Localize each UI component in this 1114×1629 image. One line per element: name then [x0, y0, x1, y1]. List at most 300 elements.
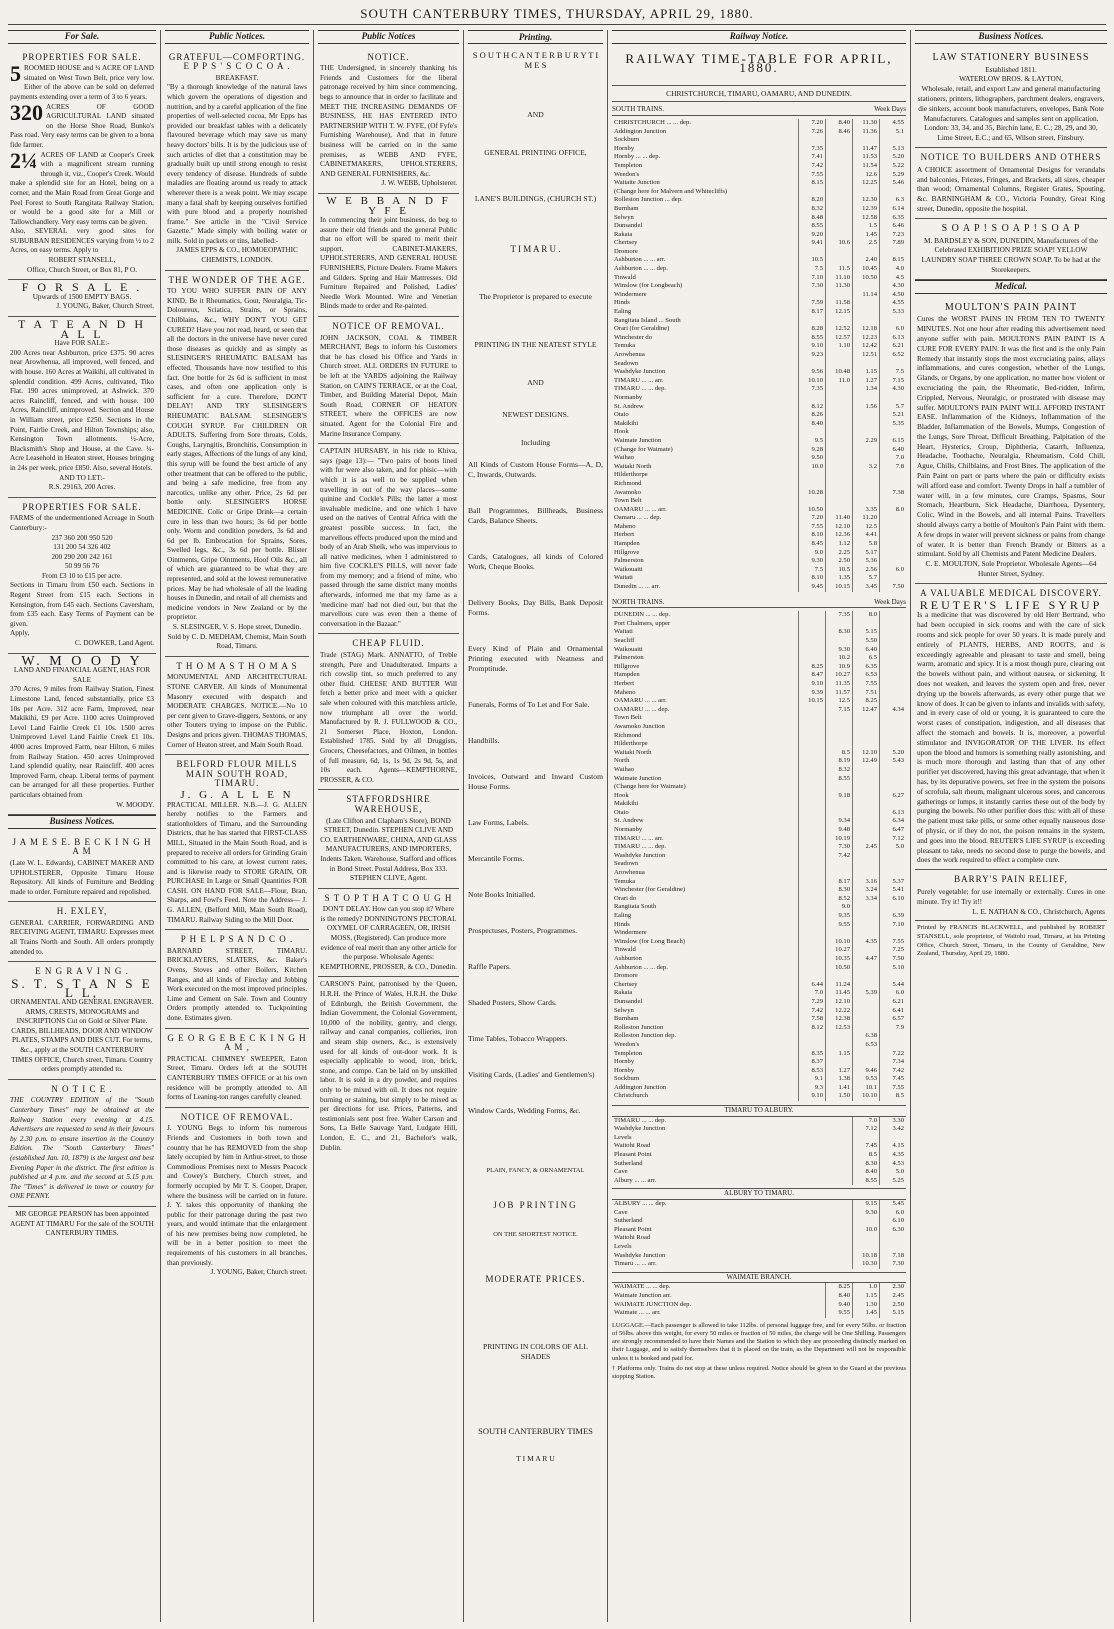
- departure-time: 1.0: [853, 1283, 880, 1292]
- timetable-row: [612, 903, 906, 912]
- departure-time: [853, 929, 880, 938]
- departure-time: 2.40: [853, 256, 880, 265]
- departure-time: 3.24: [853, 886, 880, 895]
- departure-time: [799, 471, 826, 480]
- timetable-row: [612, 886, 906, 895]
- departure-time: 8.20: [799, 196, 826, 205]
- week-days-label: Week Days: [874, 105, 906, 114]
- departure-time: [799, 188, 826, 197]
- advert-text: Apply,: [10, 629, 30, 638]
- departure-time: 12.53: [826, 1024, 853, 1033]
- departure-time: [799, 766, 826, 775]
- departure-time: 11.45: [826, 989, 853, 998]
- departure-time: 1.27: [826, 1067, 853, 1076]
- departure-time: 8.15: [799, 179, 826, 188]
- timetable-row: [612, 162, 906, 171]
- departure-time: [826, 205, 853, 214]
- departure-time: 5.22: [880, 162, 907, 171]
- departure-time: 7.42: [880, 1067, 907, 1076]
- station-name: TIMARU ... ... arr.: [614, 376, 664, 384]
- departure-time: [880, 723, 907, 732]
- departure-time: [853, 282, 880, 291]
- departure-time: 10.2: [826, 654, 853, 663]
- timetable-row: [612, 308, 906, 317]
- departure-time: 5.39: [853, 989, 880, 998]
- timetable-row: [612, 766, 906, 775]
- departure-time: 4.35: [880, 1151, 907, 1160]
- departure-time: 11.24: [826, 981, 853, 990]
- departure-time: [880, 540, 907, 549]
- advert-subtitle: Established 1811.: [985, 64, 1037, 74]
- timetable-row: [612, 1160, 906, 1169]
- advert-title: BELFORD FLOUR MILLS MAIN SOUTH ROAD, TIMARU.: [176, 759, 298, 789]
- departure-time: 10.15: [826, 583, 853, 592]
- advert-webb-notice: [318, 48, 459, 194]
- departure-time: 4.50: [880, 291, 907, 300]
- advert-text: CAPTAIN HURSABY, in his ride to Khiva, says (page 13):— "Two pairs of boots lined with fur were also taken, and for phisic—with which it is as well to be supplied when travelling in out of the way places—some quinine and Cockle's Pills; the latter a most invaluable medicine, and one which I have used on the natives of Central Africa with the greatest possible success. In fact, the marvellous effects produced upon the mind and body of an Arab Sheik, who was impervious to all native medicines, when I administered to him five COCKLE'S PILLS, will never fade from my memory; and a friend of mine, who passed through the same district many months afterwards, informed me that my fame as a 'medicine man' had not died out, but that the marvellous cure was even then a theme of conversation in the Bazaar.": [320, 447, 457, 628]
- departure-time: 8.30: [826, 628, 853, 637]
- departure-time: [826, 929, 853, 938]
- departure-time: 12.57: [826, 334, 853, 343]
- departure-time: 4.0: [880, 265, 907, 274]
- departure-time: [880, 471, 907, 480]
- advert-moultons: [915, 298, 1107, 584]
- advert-chimney-sweeper: [165, 1029, 309, 1108]
- departure-time: [853, 411, 880, 420]
- departure-time: 12.39: [853, 205, 880, 214]
- departure-time: 8.32: [799, 205, 826, 214]
- departure-time: [826, 256, 853, 265]
- departure-time: 4.47: [853, 955, 880, 964]
- departure-time: [853, 394, 880, 403]
- timetable-row: [612, 998, 906, 1007]
- departure-time: [826, 171, 853, 180]
- advert-signature: C. DOWKER, Land Agent.: [74, 639, 154, 648]
- printing-line: Time Tables, Tobacco Wrappers.: [468, 1034, 568, 1043]
- section-heading: Printing.: [468, 30, 603, 44]
- departure-time: [826, 403, 853, 412]
- departure-time: 5.1: [880, 128, 907, 137]
- departure-time: [826, 196, 853, 205]
- advert-webb-and-fyfe: [318, 194, 459, 317]
- station-name: Waitohi Road: [614, 1234, 651, 1242]
- departure-time: 1.27: [853, 377, 880, 386]
- north-trains-table: [612, 611, 906, 1101]
- advert-name: WATERLOW BROS. & LAYTON,: [959, 74, 1063, 84]
- departure-time: 7.34: [880, 1058, 907, 1067]
- station-name: Washdyke Junction: [614, 851, 666, 859]
- departure-time: 7.55: [799, 171, 826, 180]
- advert-title: NOTICE OF REMOVAL.: [180, 1111, 294, 1122]
- departure-time: 10.35: [826, 955, 853, 964]
- printing-line: GENERAL PRINTING OFFICE,: [484, 148, 587, 157]
- departure-time: 9.1: [799, 1075, 826, 1084]
- station-name: (Change here for Waimate): [614, 783, 686, 791]
- departure-time: [853, 454, 880, 463]
- column-for-sale: [8, 30, 156, 1622]
- departure-time: [853, 1234, 880, 1243]
- timetable-row: [612, 566, 906, 575]
- printing-line: Mercantile Forms.: [468, 854, 525, 863]
- timetable-row: [612, 428, 906, 437]
- departure-time: 12.58: [853, 214, 880, 223]
- departure-time: 6.0: [880, 989, 907, 998]
- advert-moody: [8, 654, 156, 816]
- advert-text: 370 Acres, 9 miles from Railway Station, Finest Limestone Land, fenced substantially, price £3 10s per Acre. 312 acre Farm, Improved, near Makikihi, £9 per Acre. 1100 acres Unimproved Level Land Fairlie Creek £1 10s. 1500 acres Unimproved Level Land Fairlie Creek £1 10s. 4000 acres Improved Farm, near Hilton, 6 miles from Railway Station. 450 acres Unimproved Land splendid quality, near Raincliff. 400 acres Improved Farm, cheap. Liberal terms of payment can be arranged for all these properties. Further particulars obtained from: [10, 685, 154, 799]
- item-number: 2¼: [10, 150, 38, 173]
- departure-time: 8.45: [799, 540, 826, 549]
- departure-time: [880, 248, 907, 257]
- departure-time: [799, 938, 826, 947]
- station-name: Addington Junction: [614, 127, 667, 135]
- advert-text: Upwards of 1500 EMPTY BAGS.: [32, 292, 132, 301]
- departure-time: [799, 646, 826, 655]
- advert-text: M. BARDSLEY & SON, DUNEDIN, Manufacturers of the Celebrated EXHIBITION PRIZE SOAP! YELLOW LAUNDRY SOAP THREE CROWN SOAP. To be had at the Storekeepers.: [921, 235, 1101, 274]
- departure-time: 7.38: [880, 489, 907, 498]
- timetable-row: [612, 403, 906, 412]
- advert-text: THE COUNTRY EDITION of the "South Canterbury Times" may be obtained at the Railway Station every evening at 4.15. Advertisers are requested to send in their favours by 2.30 p.m. to ensure insertion in the Country Edition. The "South Canterbury Times" (established Jan. 10, 1879) is the largest and best Evening Paper in the district. The first edition is published at 4 p.m. and the second at 5.15 p.m. The "Times" is delivered in town or country for ONE PENNY.: [10, 1096, 154, 1201]
- station-name: Town Belt: [614, 714, 642, 722]
- departure-time: 1.56: [853, 403, 880, 412]
- timetable-row: [612, 869, 906, 878]
- advert-tate-and-hall: [8, 317, 156, 498]
- printing-line: PRINTING IN COLORS OF ALL SHADES: [482, 1342, 589, 1361]
- station-name: Maheno: [614, 522, 636, 530]
- departure-time: [853, 420, 880, 429]
- departure-time: 5.17: [853, 549, 880, 558]
- departure-time: [799, 360, 826, 369]
- departure-time: [799, 136, 826, 145]
- station-name: Hinds: [614, 299, 630, 307]
- timetable-row: [612, 1134, 906, 1143]
- departure-time: [853, 972, 880, 981]
- departure-time: 8.12: [799, 403, 826, 412]
- timetable-row: [612, 1032, 906, 1041]
- departure-time: 6.0: [880, 566, 907, 575]
- departure-time: [880, 628, 907, 637]
- advert-title: W. M O O D Y: [21, 653, 143, 669]
- departure-time: [799, 783, 826, 792]
- departure-time: 5.50: [853, 637, 880, 646]
- departure-time: 10.1: [853, 1084, 880, 1093]
- timetable-row: [612, 912, 906, 921]
- departure-time: 9.3: [799, 1084, 826, 1093]
- timetable-row: [612, 628, 906, 637]
- departure-time: 11.5: [826, 265, 853, 274]
- station-name: North: [614, 757, 630, 765]
- station-name: Winchester (for Geraldine): [614, 886, 686, 894]
- timetable-row: [612, 557, 906, 566]
- departure-time: 12.47: [853, 706, 880, 715]
- luggage-note: LUGGAGE.—Each passenger is allowed to take 112lbs. of personal luggage free, and for every 56lbs. or fraction of 56lbs. above this weight, for every 50 miles or fraction of 50 miles, the charge will be One Shilling. Passengers are strongly recommended to have their Names and the Station to which they are proceeding distinctly marked on their Luggage, and to satisfy themselves that it is placed on the train, as the Department will not be responsible unless it is booked and paid for.: [612, 1321, 906, 1362]
- departure-time: 12.42: [853, 342, 880, 351]
- departure-time: [853, 1243, 880, 1252]
- timetable-row: [612, 471, 906, 480]
- departure-time: 10.50: [853, 274, 880, 283]
- departure-time: [799, 869, 826, 878]
- departure-time: 7.15: [880, 377, 907, 386]
- departure-time: [853, 1007, 880, 1016]
- advert-phelps: [165, 930, 309, 1028]
- departure-time: 8.25: [799, 663, 826, 672]
- departure-time: [826, 463, 853, 472]
- timetable-row: [612, 334, 906, 343]
- departure-time: 7.10: [880, 921, 907, 930]
- departure-time: 5.33: [880, 308, 907, 317]
- departure-time: 1.15: [826, 1050, 853, 1059]
- departure-time: 3.34: [853, 895, 880, 904]
- departure-time: 8.30: [853, 1160, 880, 1169]
- departure-time: [799, 1041, 826, 1050]
- departure-time: [880, 531, 907, 540]
- timetable-row: [612, 792, 906, 801]
- station-name: Ealing: [614, 308, 632, 316]
- departure-time: [799, 291, 826, 300]
- station-name: Weedon's: [614, 170, 640, 178]
- advert-text: J. YOUNG Begs to inform his numerous Friends and Customers in both town and country that he has REMOVED from the shop lately occupied by him in Arthur-street, to those Commodious Premises next to Messrs Peacock and Cowey's Butchery, Church street, and formerly occupied by Mr T. S. Cooper, Draper, where the business will be carried on in future. J. Y. takes this opportunity of thanking the public for their patronage during the past two years, and would intimate that the enlargement of his new premises being now completed, he will be in a better position to meet the requirements of his customers in all branches, than previously.: [167, 1124, 307, 1267]
- departure-time: [880, 188, 907, 197]
- departure-time: 7.26: [799, 128, 826, 137]
- departure-time: [826, 454, 853, 463]
- departure-time: 7.50: [880, 583, 907, 592]
- station-name: Rangitata Island ... South: [614, 316, 681, 324]
- departure-time: 12.10: [826, 523, 853, 532]
- departure-time: [880, 620, 907, 629]
- printing-line: Invoices, Outward and Inward Custom House Forms.: [468, 772, 603, 791]
- departure-time: 7.0: [853, 1117, 880, 1126]
- station-name: Richmond: [614, 479, 642, 487]
- timetable-row: [612, 946, 906, 955]
- departure-time: 7.5: [799, 265, 826, 274]
- printing-line: AND: [527, 110, 544, 119]
- station-name: Waimate Junction: [614, 436, 662, 444]
- station-name: Waimate Junction arr.: [614, 1291, 672, 1299]
- timetable-row: [612, 574, 906, 583]
- departure-time: 7.30: [799, 282, 826, 291]
- departure-time: 8.40: [826, 1292, 853, 1301]
- station-name: Ealing: [614, 912, 632, 919]
- departure-time: [799, 826, 826, 835]
- departure-time: 7.0: [799, 989, 826, 998]
- departure-time: 6.10: [880, 1217, 907, 1226]
- departure-time: 6.53: [853, 671, 880, 680]
- column-divider: [910, 30, 911, 1622]
- station-name: (Change here for Malvern and Whitecliffs): [614, 187, 728, 195]
- station-name: Palmerston: [614, 654, 644, 662]
- column-divider: [463, 30, 464, 1622]
- departure-time: [826, 136, 853, 145]
- departure-time: [853, 921, 880, 930]
- departure-time: 1.41: [826, 1084, 853, 1093]
- departure-time: 10.28: [799, 489, 826, 498]
- station-name: Sockburn: [614, 1075, 640, 1083]
- departure-time: 5.0: [880, 1168, 907, 1177]
- timetable-row: [612, 291, 906, 300]
- printing-line: Window Cards, Wedding Forms, &c.: [468, 1106, 581, 1115]
- departure-time: 9.39: [799, 689, 826, 698]
- advert-reuters: [915, 584, 1107, 870]
- departure-time: 4.15: [880, 1142, 907, 1151]
- departure-time: [853, 869, 880, 878]
- departure-time: 5.13: [880, 145, 907, 154]
- departure-time: [880, 1243, 907, 1252]
- timetable-row: [612, 852, 906, 861]
- station-name: Addington Junction: [614, 1083, 667, 1091]
- timetable-row: [612, 1292, 906, 1301]
- timetable-row: [612, 231, 906, 240]
- advert-carsons-paint: [318, 977, 459, 1157]
- timetable-row: [612, 128, 906, 137]
- departure-time: 10.27: [826, 946, 853, 955]
- timetable-row: [612, 680, 906, 689]
- departure-time: 10.6: [826, 239, 853, 248]
- station-name: CHRISTCHURCH ... ... dep.: [614, 118, 691, 126]
- departure-time: 5.37: [880, 878, 907, 887]
- departure-time: [799, 775, 826, 784]
- departure-time: [799, 792, 826, 801]
- departure-time: 1.50: [826, 1092, 853, 1101]
- timetable-row: [612, 817, 906, 826]
- departure-time: 7.41: [799, 153, 826, 162]
- departure-time: 9.40: [826, 1301, 853, 1310]
- departure-time: 10.10: [799, 377, 826, 386]
- departure-time: [826, 1058, 853, 1067]
- timetable-row: [612, 145, 906, 154]
- advert-signature: ROBERT STANSELL,: [48, 256, 116, 265]
- departure-time: 3.42: [880, 1125, 907, 1134]
- advert-title: H. EXLEY,: [56, 906, 108, 917]
- departure-time: 6.53: [853, 1041, 880, 1050]
- albury-timaru-header: ALBURY TO TIMARU.: [612, 1188, 906, 1200]
- departure-time: 10.30: [853, 1260, 880, 1269]
- departure-time: 6.10: [880, 895, 907, 904]
- station-name: Town Belt: [614, 497, 642, 505]
- departure-time: [826, 248, 853, 257]
- section-heading: Business Notices.: [915, 30, 1107, 44]
- departure-time: 6.14: [880, 205, 907, 214]
- station-name: Temuka: [614, 877, 636, 885]
- departure-time: 7.45: [853, 1142, 880, 1151]
- departure-time: 9.46: [853, 1067, 880, 1076]
- departure-time: [799, 637, 826, 646]
- station-name: Hampden: [614, 671, 640, 679]
- departure-time: [880, 317, 907, 326]
- timetable-row: [612, 1226, 906, 1235]
- departure-time: 7.25: [880, 946, 907, 955]
- departure-time: [799, 817, 826, 826]
- timetable-row: [612, 480, 906, 489]
- departure-time: 4.41: [853, 531, 880, 540]
- printing-line: The Proprietor is prepared to execute: [479, 292, 592, 301]
- departure-time: 8.30: [826, 886, 853, 895]
- timetable-row: [612, 248, 906, 257]
- departure-time: [799, 800, 826, 809]
- departure-time: [826, 385, 853, 394]
- departure-time: 9.50: [799, 454, 826, 463]
- station-name: Washdyke Junction: [614, 1125, 666, 1133]
- printing-line: PRINTING IN THE NEATEST STYLE: [474, 340, 597, 349]
- departure-time: 1.45: [853, 231, 880, 240]
- departure-time: [799, 740, 826, 749]
- departure-time: [853, 723, 880, 732]
- departure-time: 7.12: [880, 835, 907, 844]
- station-name: Otaio: [614, 411, 629, 419]
- departure-time: 9.30: [799, 557, 826, 566]
- departure-time: [799, 843, 826, 852]
- printing-line: JOB PRINTING: [493, 1200, 578, 1210]
- departure-time: 7.42: [799, 1007, 826, 1016]
- departure-time: 2.50: [826, 557, 853, 566]
- advert-beckingham: [8, 833, 156, 903]
- station-name: Awamoko Junction: [614, 722, 665, 730]
- departure-time: [880, 732, 907, 741]
- timetable-row: [612, 972, 906, 981]
- advert-country-edition: [8, 1080, 156, 1207]
- departure-time: 9.10: [799, 680, 826, 689]
- departure-time: 8.32: [826, 766, 853, 775]
- departure-time: 7.12: [853, 1125, 880, 1134]
- station-name: TIMARU ... ... dep.: [614, 385, 667, 393]
- departure-time: 2.30: [880, 1283, 907, 1292]
- north-trains-label: NORTH TRAINS.: [612, 597, 665, 606]
- departure-time: [853, 1015, 880, 1024]
- station-name: Waihao: [614, 765, 634, 773]
- advert-title: T H O M A S T H O M A S: [176, 660, 298, 671]
- timetable-row: [612, 540, 906, 549]
- timetable-row: [612, 1058, 906, 1067]
- printing-line: Law Forms, Labels.: [468, 818, 529, 827]
- station-name: Winchester do: [614, 333, 653, 341]
- acreage-row: 200 290 200 242 161: [51, 552, 113, 561]
- departure-time: 2.25: [826, 549, 853, 558]
- station-name: Ashburton ... ... arr.: [614, 256, 666, 264]
- departure-time: 5.10: [880, 964, 907, 973]
- departure-time: 7.20: [799, 514, 826, 523]
- departure-time: 9.56: [799, 368, 826, 377]
- departure-time: [853, 136, 880, 145]
- advert-text: Is a medicine that was discovered by old Herr Bertrand, who had been occupied in sick rooms and with the care of sick rooms and sick people for over 50 years. It is made purely and entirely of PLANTS, HERBS, AND ROOTS, and is exceedingly agreeable and pleasant to taste and smell, being warm, aromatic and spicy. It is a most though pure, clearing out the bowels without pain, and without nausea, or sickening. It does not weaken, and leaves the system open and free, never drying up the bowels afterwards, as every other purge that we know of does. It can be given to infants and invalids with safety, and in every case of old or young, it is guaranteed to cure the worst cases of constipation, indigestion, and all diseases that affect the stomach and bowels. It is, moreover, a powerful stimulator and INVIGORATOR OF THE LIVER. Its effect upon the blood and humors is something really astonishing, and is much more thorough and lasting than that of any other purifier yet discovered, having this great advantage, that when it has, by its depurative powers, set free in the system the poisons of scrofula, salt rheum, malignant ulcerous sores, and cancerous gatherings or lumps, it instantly carries these out of the body by purging the bowels. No other purifier does this: with all of these the patient must take pills, or some other equally nauseous dose of physic, or if they do not, the poison remains in the system, and goes into the blood. REUTER'S LIFE SYRUP is exceeding pleasant to take, needs no second dose to purge the bowels, and does the work required to effect a complete cure.: [917, 610, 1105, 865]
- station-name: Herbert: [614, 679, 635, 687]
- timetable-row: [612, 671, 906, 680]
- departure-time: 6.39: [880, 912, 907, 921]
- departure-time: 7.55: [853, 680, 880, 689]
- advert-text: PRACTICAL CHIMNEY SWEEPER, Eaton Street, Timaru. Orders left at the SOUTH CANTERBURY TIMES OFFICE or at his own residence will be promptly attended to. All forms of Leaning-ton ranges carefully cleaned.: [167, 1054, 307, 1102]
- departure-time: [826, 1041, 853, 1050]
- advert-title: N O T I C E .: [51, 1083, 113, 1094]
- departure-time: 6.34: [880, 817, 907, 826]
- printing-line: Including: [520, 438, 551, 447]
- departure-time: 8.53: [799, 1067, 826, 1076]
- advert-name: S. T. S T A N S E L L,: [11, 975, 153, 1001]
- printing-line: Handbills.: [468, 736, 500, 745]
- departure-time: [799, 620, 826, 629]
- station-name: Waimate ... ... arr.: [614, 1309, 661, 1317]
- advert-signature: JAMES EPPS & CO., HOMOEOPATHIC CHEMISTS, LONDON.: [176, 246, 298, 265]
- departure-time: [880, 654, 907, 663]
- departure-time: 6.44: [799, 981, 826, 990]
- week-days-label: Week Days: [874, 597, 906, 606]
- advert-text: PRACTICAL MILLER. N.B.—J. G. ALLEN hereby notifies to the Farmers and stationholders of Timaru, and the Surrounding Districts, that he has started that FIRST-CLASS MILL, Situated in the Main South Road, and is prepared to receive all orders for Grinding Grain committed to his care, at lowest current rates, and is likewise ready to STORE GRAIN, OR PURCHASE In Large or Small Quantities FOR CASH. ON HAND FOR SALE—Flour, Bran, Sharps, and Fowl's Feed. Note the Address— J. G. ALLEN, (Belford Mill, Main South Road), TIMARU. Railway Siding to the Mill Door.: [167, 800, 307, 924]
- station-name: (Change for Waimate): [614, 445, 673, 453]
- advert-text: Trade (STAG) Mark. ANNATTO, of Treble strength, Pure and Unadulterated. Imparts a rich cowslip tint, so much preferred to any other fluid. CHEESE AND BUTTER Will fetch a better price and meet with a quicker sale when coloured with this matchless article, now triumphant all over the world. Manufactured by R. J. FULLWOOD & CO., 21 Somerset Place, Hoxton, London. Established 1785. Sold by all Druggists, Grocers, Cheesefactors, and Oilmen, in bottles of full measure, 6d, 1s, 1s 9d, 2s 9d, 5s, and 10s each. Agents—KEMPTHORNE, PROSSER, & CO.: [320, 651, 457, 784]
- station-name: Temuka: [614, 342, 636, 350]
- departure-time: 8.26: [799, 411, 826, 420]
- departure-time: [826, 620, 853, 629]
- advert-belford-mills: [165, 755, 309, 930]
- station-name: TIMARU ... ... arr.: [614, 834, 664, 842]
- departure-time: [799, 912, 826, 921]
- departure-time: 9.18: [826, 792, 853, 801]
